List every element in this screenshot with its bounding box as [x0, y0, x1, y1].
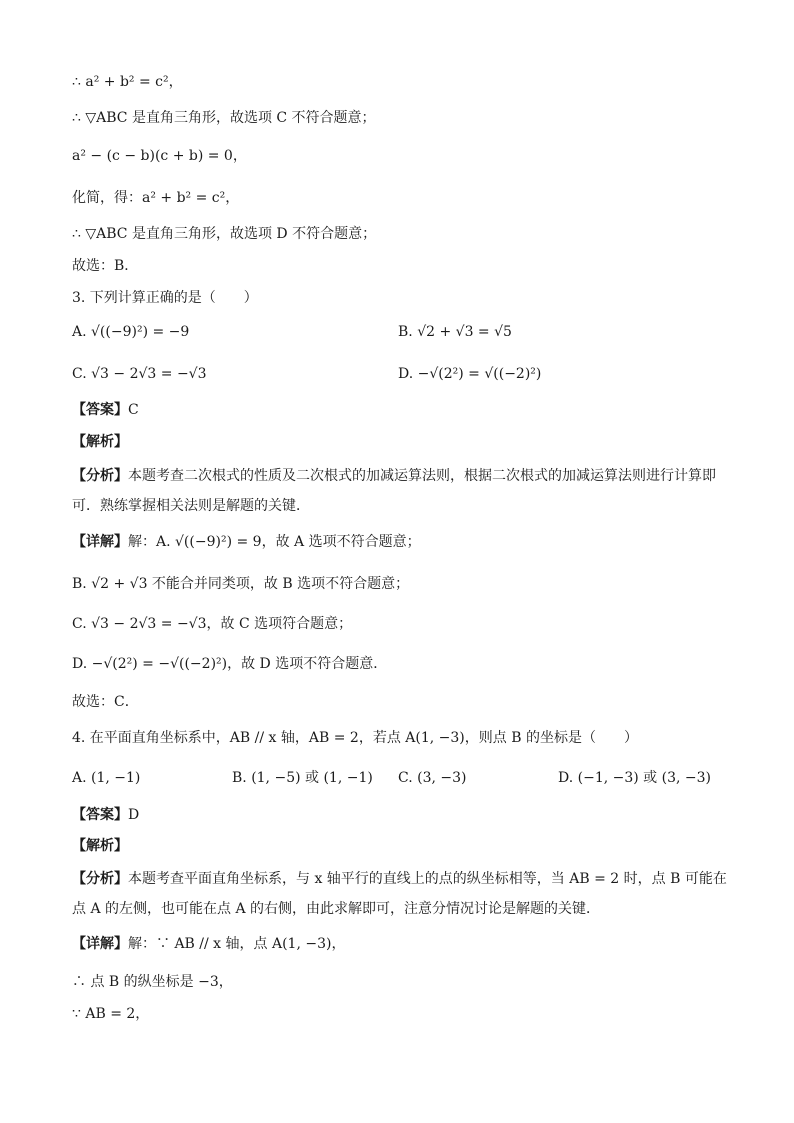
text-line: 化简，得：a² + b² = c²，: [72, 190, 240, 206]
fenxi-text: 本题考查平面直角坐标系，与 x 轴平行的直线上的点的纵坐标相等，当 AB = 2 时，点 B 可能在点 A 的左侧，也可能在点 A 的右侧，由此求解即可，注意分情况讨论是解题的关键．: [72, 871, 727, 917]
text-line: 故选：B．: [72, 258, 139, 274]
q3-answer: [72, 400, 139, 420]
analysis-tag: 【解析】: [72, 434, 128, 450]
analysis-tag: 【解析】: [72, 838, 128, 854]
q3-fenxi: [72, 461, 732, 521]
answer-value: D: [128, 807, 140, 823]
text-line: ∴ ▽ABC 是直角三角形，故选项 C 不符合题意；: [72, 110, 376, 126]
q4-xiangjie-3: ∵ AB = 2，: [72, 1006, 150, 1022]
fenxi-text: 本题考查二次根式的性质及二次根式的加减运算法则，根据二次根式的加减运算法则进行计算即可．熟练掌握相关法则是解题的关键．: [72, 468, 716, 514]
q4-option-c: C. (3, −3): [398, 770, 467, 786]
q4-analysis-tag: [72, 836, 128, 856]
xiangjie-text: 解：∵ AB // x 轴，点 A(1, −3)，: [128, 936, 346, 952]
q3-xiangjie-end: 故选：C．: [72, 694, 139, 710]
text-line: a² − (c − b)(c + b) = 0，: [72, 148, 247, 164]
answer-tag: 【答案】: [72, 402, 128, 418]
q3-option-b: B. √2 + √3 = √5: [398, 324, 512, 340]
q4-fenxi: [72, 864, 732, 924]
question-3-stem: 3. 下列计算正确的是（ ）: [72, 290, 258, 306]
q3-analysis-tag: [72, 432, 128, 452]
q3-option-a: A. √((−9)²) = −9: [72, 324, 190, 340]
q4-option-d: D. (−1, −3) 或 (3, −3): [558, 770, 711, 786]
q4-answer: [72, 805, 139, 825]
text-line: ∴ ▽ABC 是直角三角形，故选项 D 不符合题意；: [72, 226, 377, 242]
q3-xiangjie-b: B. √2 + √3 不能合并同类项，故 B 选项不符合题意；: [72, 576, 410, 592]
answer-value: C: [128, 402, 139, 418]
fenxi-tag: 【分析】: [72, 871, 128, 887]
q4-option-b: B. (1, −5) 或 (1, −1): [232, 770, 373, 786]
q4-xiangjie-1: [72, 934, 345, 954]
fenxi-tag: 【分析】: [72, 468, 128, 484]
text-line: ∴ a² + b² = c²，: [72, 74, 183, 90]
q3-xiangjie-c: C. √3 − 2√3 = −√3，故 C 选项符合题意；: [72, 616, 353, 632]
xiangjie-tag: 【详解】: [72, 936, 128, 952]
q3-xiangjie-a: [72, 532, 421, 552]
xiangjie-tag: 【详解】: [72, 534, 128, 550]
xiangjie-text: 解：A. √((−9)²) = 9，故 A 选项不符合题意；: [128, 534, 421, 550]
q4-option-a: A. (1, −1): [72, 770, 141, 786]
q3-option-d: D. −√(2²) = √((−2)²): [398, 366, 542, 382]
q3-option-c: C. √3 − 2√3 = −√3: [72, 366, 207, 382]
q3-xiangjie-d: D. −√(2²) = −√((−2)²)，故 D 选项不符合题意．: [72, 656, 388, 672]
answer-tag: 【答案】: [72, 807, 128, 823]
q4-xiangjie-2: ∴ 点 B 的纵坐标是 −3，: [72, 974, 233, 990]
question-4-stem: 4. 在平面直角坐标系中，AB // x 轴，AB = 2，若点 A(1, −3)，则点 B 的坐标是（ ）: [72, 730, 638, 746]
